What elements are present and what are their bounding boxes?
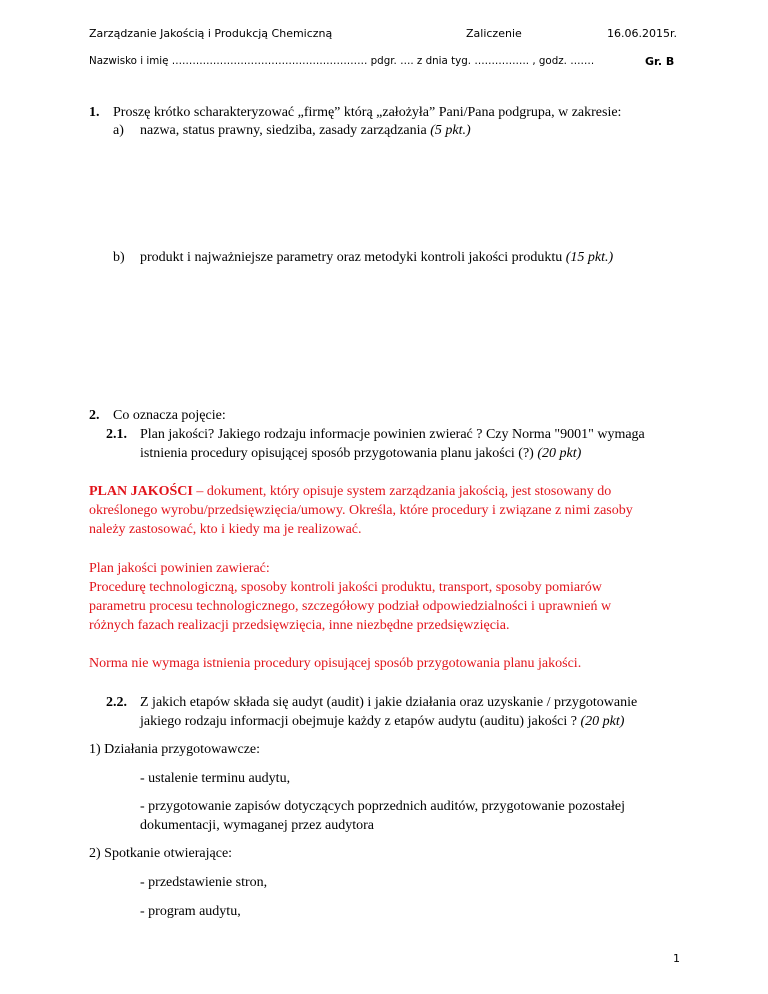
- answer-contents-heading: Plan jakości powinien zawierać:: [89, 561, 270, 576]
- q21-line1: Plan jakości? Jakiego rodzaju informacje powinien zwierać ? Czy Norma "9001" wymaga: [140, 427, 645, 442]
- stage-1-item-2-line1: - przygotowanie zapisów dotyczących poprzednich auditów, przygotowanie pozostałej: [140, 799, 626, 814]
- q22-line1: Z jakich etapów składa się audyt (audit) i jakie działania oraz uzyskanie / przygotowanie: [140, 695, 638, 710]
- q1-a-text: nazwa, status prawny, siedziba, zasady zarządzania (5 pkt.): [140, 123, 471, 138]
- header-name-line: Nazwisko i imię ………………………………………………… pdgr. …. z dnia tyg. ……………. , godz. …….: [89, 55, 595, 67]
- stage-2-heading: 2) Spotkanie otwierające:: [89, 846, 233, 861]
- header-course: Zarządzanie Jakością i Produkcją Chemiczną: [89, 27, 333, 40]
- q21-line2: istnienia procedury opisującej sposób przygotowania planu jakości (?) (20 pkt): [140, 446, 582, 461]
- answer-plan-line1: PLAN JAKOŚCI – dokument, który opisuje system zarządzania jakością, jest stosowany do: [89, 484, 612, 499]
- q21-number: 2.1.: [106, 427, 127, 442]
- answer-plan-line3: należy zastosować, kto i kiedy ma je realizować.: [89, 522, 362, 537]
- header-group: Gr. B: [645, 55, 675, 68]
- stage-2-item-2: - program audytu,: [140, 904, 241, 919]
- q2-number: 2.: [89, 408, 100, 423]
- answer-contents-line3: różnych fazach realizacji przedsięwzięcia, inne niezbędne przedsięwzięcia.: [89, 618, 510, 633]
- stage-2-item-1: - przedstawienie stron,: [140, 875, 268, 890]
- stage-1-item-2-line2: dokumentacji, wymaganej przez audytora: [140, 818, 375, 833]
- q1-a-label: a): [113, 123, 124, 138]
- q1-text: Proszę krótko scharakteryzować „firmę” którą „założyła” Pani/Pana podgrupa, w zakresie:: [113, 105, 622, 120]
- header-date: 16.06.2015r.: [607, 27, 677, 40]
- stage-1-item-1: - ustalenie terminu audytu,: [140, 771, 291, 786]
- q22-number: 2.2.: [106, 695, 127, 710]
- answer-norm: Norma nie wymaga istnienia procedury opisującej sposób przygotowania planu jakości.: [89, 656, 582, 671]
- answer-contents-line1: Procedurę technologiczną, sposoby kontroli jakości produktu, transport, sposoby pomiarów: [89, 580, 602, 595]
- q1-b-label: b): [113, 250, 125, 265]
- q1-b-text: produkt i najważniejsze parametry oraz metodyki kontroli jakości produktu (15 pkt.): [140, 250, 614, 265]
- answer-plan-line2: określonego wyrobu/przedsięwzięcia/umowy. Określa, które procedury i związane z nimi zasoby: [89, 503, 633, 518]
- q22-line2: jakiego rodzaju informacji obejmuje każdy z etapów audytu (auditu) jakości ? (20 pkt): [140, 714, 625, 729]
- q1-number: 1.: [89, 105, 100, 120]
- stage-1-heading: 1) Działania przygotowawcze:: [89, 742, 261, 757]
- answer-contents-line2: parametru procesu technologicznego, szczegółowy podział odpowiedzialności i uprawnień w: [89, 599, 612, 614]
- page-number: 1: [673, 952, 680, 965]
- header-type: Zaliczenie: [466, 27, 522, 40]
- q2-text: Co oznacza pojęcie:: [113, 408, 226, 423]
